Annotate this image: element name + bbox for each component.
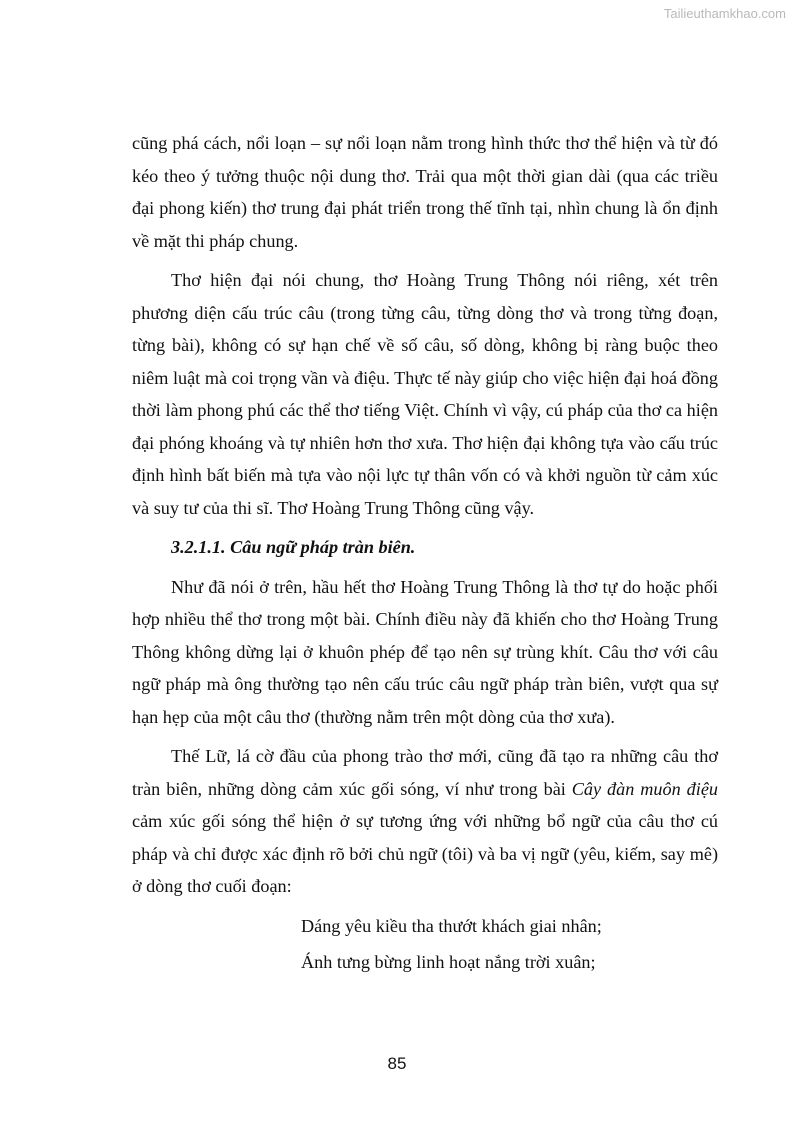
verse-line-2: Ánh tưng bừng linh hoạt nắng trời xuân; — [301, 952, 596, 972]
paragraph-4 — [132, 740, 718, 903]
watermark: Tailieuthamkhao.com — [663, 6, 786, 21]
paragraph-4-text-after: cảm xúc gối sóng thể hiện ở sự tương ứng với những bổ ngữ của câu thơ cú pháp và chỉ được xác định rõ bởi chủ ngữ (tôi) và ba vị ngữ (yêu, kiếm, say mê) ở dòng thơ cuối đoạn: — [132, 811, 718, 896]
poem-title: Cây đàn muôn điệu — [571, 778, 718, 799]
paragraph-1: cũng phá cách, nổi loạn – sự nổi loạn nằm trong hình thức thơ thể hiện và từ đó kéo theo ý tưởng thuộc nội dung thơ. Trải qua một thời gian dài (qua các triều đại phong kiến) thơ trung đại phát triển trong thế tĩnh tại, nhìn chung là ổn định về mặt thi pháp chung. — [132, 133, 718, 251]
poem-excerpt — [132, 910, 718, 979]
page-number: 85 — [387, 1054, 407, 1073]
paragraph-4-text-before: Thế Lữ, lá cờ đầu của phong trào thơ mới, cũng đã tạo ra những câu thơ tràn biên, những dòng cảm xúc gối sóng, ví như trong bài — [132, 746, 718, 799]
body-text — [132, 127, 718, 983]
section-heading: 3.2.1.1. Câu ngữ pháp tràn biên. — [171, 537, 416, 557]
paragraph-3: Như đã nói ở trên, hầu hết thơ Hoàng Trung Thông là thơ tự do hoặc phối hợp nhiều thể thơ trong một bài. Chính điều này đã khiến cho thơ Hoàng Trung Thông không dừng lại ở khuôn phép để tạo nên sự trùng khít. Câu thơ với câu ngữ pháp mà ông thường tạo nên cấu trúc câu ngữ pháp tràn biên, vượt qua sự hạn hẹp của một câu thơ (thường nằm trên một dòng của thơ xưa). — [132, 576, 718, 727]
verse-line-1: Dáng yêu kiều tha thướt khách giai nhân; — [301, 915, 602, 936]
paragraph-2: Thơ hiện đại nói chung, thơ Hoàng Trung Thông nói riêng, xét trên phương diện cấu trúc câu (trong từng câu, từng dòng thơ và trong từng đoạn, từng bài), không có sự hạn chế về số câu, số dòng, không bị ràng buộc theo niêm luật mà coi trọng vần và điệu. Thực tế này giúp cho việc hiện đại hoá đồng thời làm phong phú các thể thơ tiếng Việt. Chính vì vậy, cú pháp của thơ ca hiện đại phóng khoáng và tự nhiên hơn thơ xưa. Thơ hiện đại không tựa vào cấu trúc định hình bất biến mà tựa vào nội lực tự thân vốn có và khởi nguồn từ cảm xúc và suy tư của thi sĩ. Thơ Hoàng Trung Thông cũng vậy. — [132, 270, 718, 518]
